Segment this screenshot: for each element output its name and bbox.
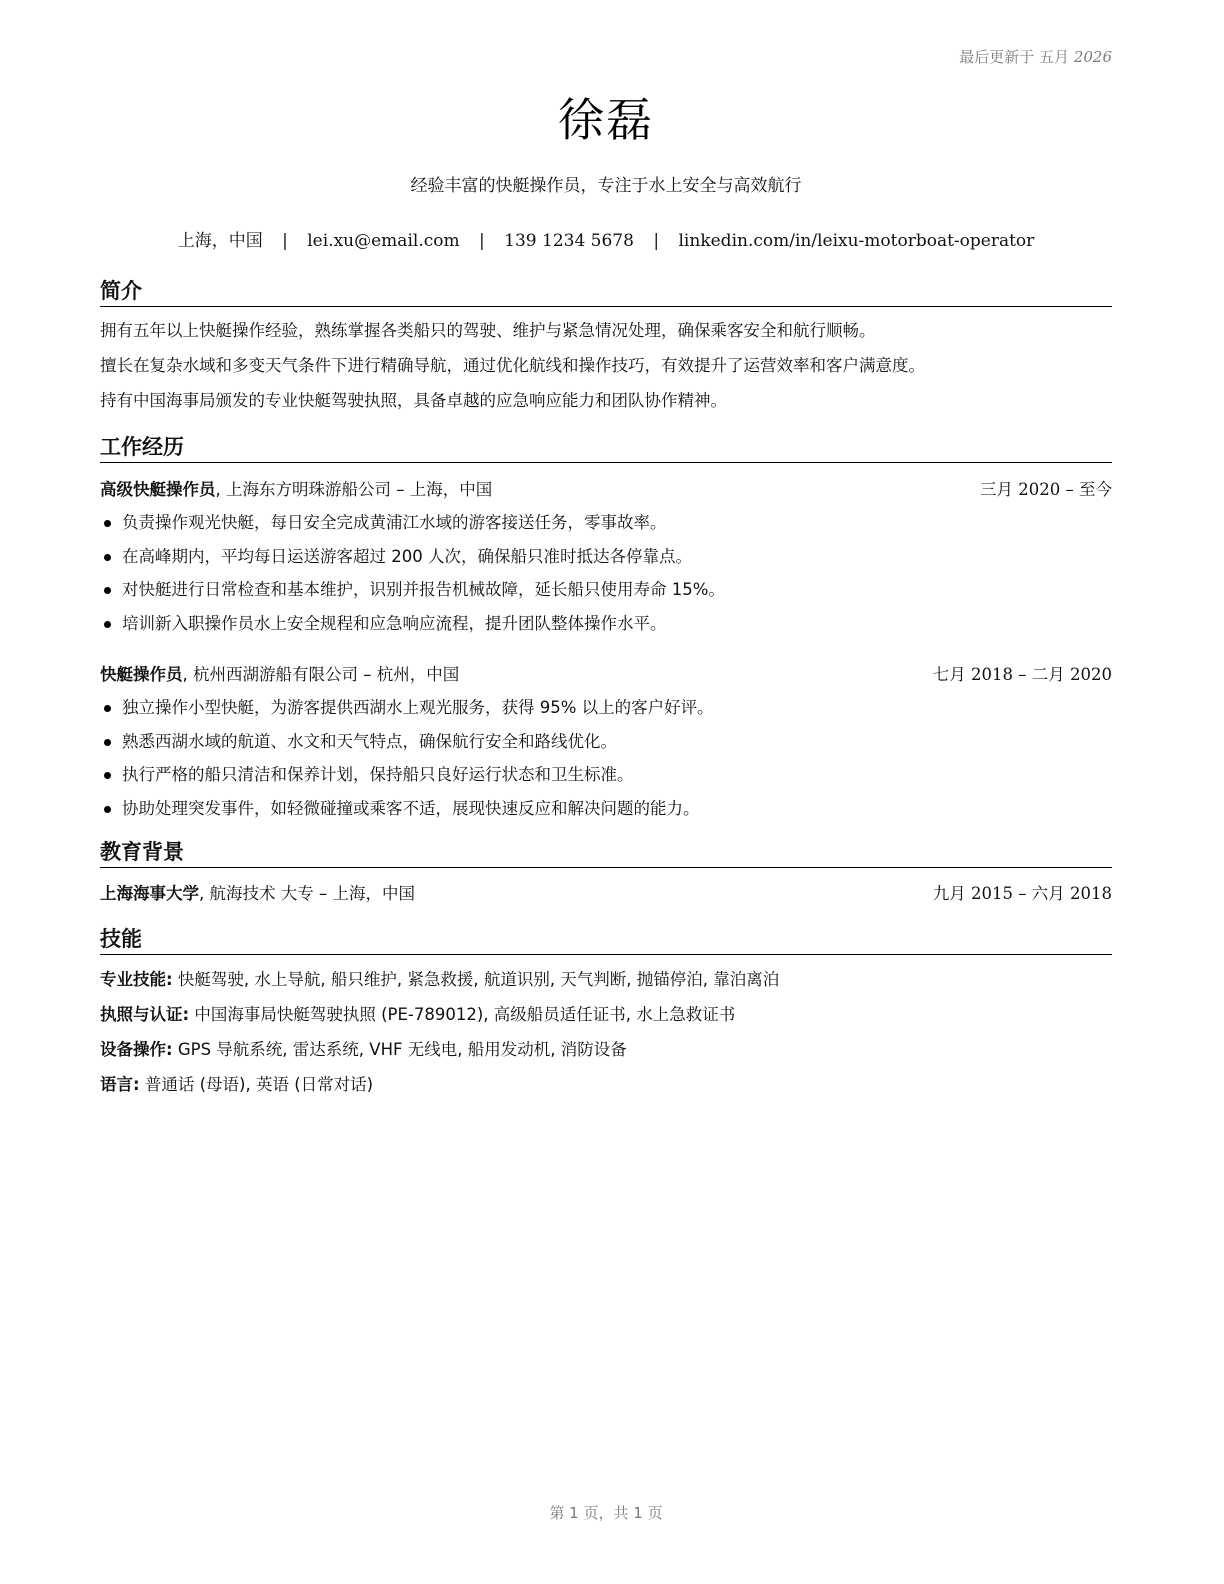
contact-phone[interactable]: 139 1234 5678: [504, 231, 634, 251]
list-item: 独立操作小型快艇，为游客提供西湖水上观光服务，获得 95% 以上的客户好评。: [100, 691, 1112, 725]
skill-label: 专业技能:: [100, 970, 173, 989]
skill-row: [100, 962, 1112, 997]
list-item: 协助处理突发事件，如轻微碰撞或乘客不适，展现快速反应和解决问题的能力。: [100, 792, 1112, 826]
skill-value: 中国海事局快艇驾驶执照 (PE-789012), 高级船员适任证书, 水上急救证书: [189, 1005, 736, 1024]
summary-line: 拥有五年以上快艇操作经验，熟练掌握各类船只的驾驶、维护与紧急情况处理，确保乘客安全和航行顺畅。: [100, 321, 876, 340]
contact-location: 上海，中国: [177, 231, 263, 251]
resume-page: [100, 0, 1112, 1584]
page-number: 第 1 页，共 1 页: [549, 1504, 663, 1522]
skill-label: 执照与认证:: [100, 1005, 190, 1024]
section-title-skills: 技能: [100, 926, 1112, 955]
skill-value: GPS 导航系统, 雷达系统, VHF 无线电, 船用发动机, 消防设备: [172, 1040, 627, 1059]
job-dates: 三月 2020 – 至今: [980, 480, 1112, 499]
school-name: 上海海事大学: [100, 884, 199, 903]
job-bullets: [100, 506, 1112, 640]
contact-email[interactable]: lei.xu@email.com: [307, 231, 460, 251]
skill-value: 普通话 (母语), 英语 (日常对话): [139, 1075, 374, 1094]
contact-separator: |: [479, 231, 485, 251]
contact-line: [100, 226, 1112, 251]
job-role: 高级快艇操作员: [100, 480, 216, 499]
job-entry: [100, 474, 1112, 640]
contact-separator: |: [653, 231, 660, 251]
contact-linkedin[interactable]: linkedin.com/in/leixu-motorboat-operator: [678, 231, 1035, 251]
list-item: 在高峰期内，平均每日运送游客超过 200 人次，确保船只准时抵达各停靠点。: [100, 540, 1112, 574]
list-item: 负责操作观光快艇，每日安全完成黄浦江水域的游客接送任务，零事故率。: [100, 506, 1112, 540]
summary-line: 擅长在复杂水域和多变天气条件下进行精确导航，通过优化航线和操作技巧，有效提升了运营效率和客户满意度。: [100, 356, 925, 375]
skill-row: [100, 1032, 1112, 1067]
skill-label: 语言:: [100, 1075, 140, 1094]
job-role: 快艇操作员: [100, 665, 183, 684]
job-bullets: [100, 691, 1112, 825]
skill-row: [100, 1067, 1112, 1102]
skills-section: [100, 926, 1112, 1102]
job-header: [100, 659, 1112, 691]
tagline: 经验丰富的快艇操作员，专注于水上安全与高效航行: [410, 176, 802, 196]
education-detail: , 航海技术 大专 – 上海，中国: [199, 884, 415, 903]
job-dates: 七月 2018 – 二月 2020: [932, 665, 1112, 684]
summary-text: [100, 313, 1112, 418]
summary-section: [100, 278, 1112, 418]
list-item: 培训新入职操作员水上安全规程和应急响应流程，提升团队整体操作水平。: [100, 607, 1112, 641]
education-section: [100, 839, 1112, 910]
candidate-name: 徐磊: [558, 93, 654, 147]
skills-list: [100, 962, 1112, 1102]
section-title-experience: 工作经历: [100, 434, 1112, 463]
summary-line: 持有中国海事局颁发的专业快艇驾驶执照，具备卓越的应急响应能力和团队协作精神。: [100, 391, 727, 410]
job-company: , 上海东方明珠游船公司 – 上海，中国: [215, 480, 493, 499]
experience-section: [100, 434, 1112, 463]
education-entry: [100, 878, 1112, 910]
list-item: 执行严格的船只清洁和保养计划，保持船只良好运行状态和卫生标准。: [100, 758, 1112, 792]
job-header: [100, 474, 1112, 506]
education-dates: 九月 2015 – 六月 2018: [932, 884, 1112, 903]
contact-separator: |: [282, 231, 288, 251]
skill-label: 设备操作:: [100, 1040, 173, 1059]
list-item: 熟悉西湖水域的航道、水文和天气特点，确保航行安全和路线优化。: [100, 725, 1112, 759]
job-entry: [100, 659, 1112, 825]
last-updated-year: 2026: [1073, 48, 1112, 66]
last-updated-label: 最后更新于 五月: [959, 48, 1070, 66]
skill-row: [100, 997, 1112, 1032]
last-updated: [959, 46, 1112, 67]
section-title-summary: 简介: [100, 278, 1112, 307]
job-company: , 杭州西湖游船有限公司 – 杭州，中国: [182, 665, 460, 684]
section-title-education: 教育背景: [100, 839, 1112, 868]
list-item: 对快艇进行日常检查和基本维护，识别并报告机械故障，延长船只使用寿命 15%。: [100, 573, 1112, 607]
skill-value: 快艇驾驶, 水上导航, 船只维护, 紧急救援, 航道识别, 天气判断, 抛锚停泊, 靠泊离泊: [172, 970, 780, 989]
